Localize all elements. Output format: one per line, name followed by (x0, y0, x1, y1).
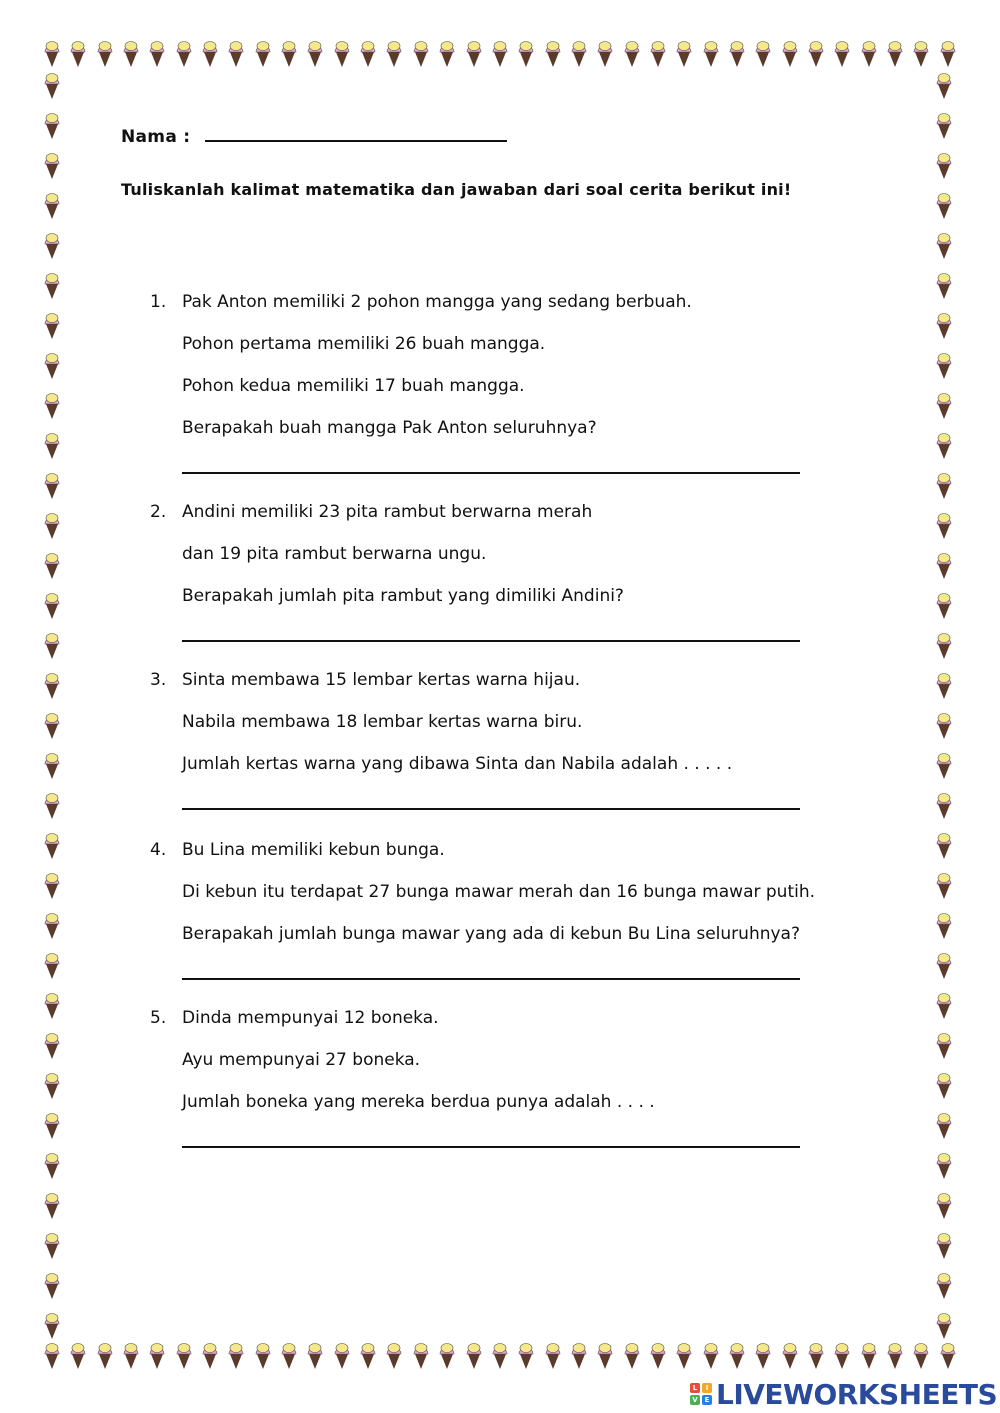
ice-cream-cone-icon (940, 40, 956, 68)
ice-cream-cone-icon (936, 472, 952, 500)
answer-line[interactable] (182, 978, 800, 980)
ice-cream-cone-icon (334, 1342, 350, 1370)
ice-cream-cone-icon (624, 1342, 640, 1370)
ice-cream-cone-icon (44, 1072, 60, 1100)
ice-cream-cone-icon (936, 912, 952, 940)
ice-cream-cone-icon (936, 192, 952, 220)
ice-cream-cone-icon (936, 672, 952, 700)
ice-cream-cone-icon (44, 40, 60, 68)
ice-cream-cone-icon (413, 1342, 429, 1370)
ice-cream-cone-icon (936, 72, 952, 100)
question-text-line: Pohon kedua memiliki 17 buah mangga. (182, 376, 525, 396)
ice-cream-cone-icon (360, 1342, 376, 1370)
ice-cream-cone-icon (44, 792, 60, 820)
ice-cream-cone-icon (439, 1342, 455, 1370)
answer-line[interactable] (182, 640, 800, 642)
ice-cream-cone-icon (729, 40, 745, 68)
ice-cream-cone-icon (44, 1272, 60, 1300)
ice-cream-cone-icon (149, 40, 165, 68)
ice-cream-cone-icon (936, 712, 952, 740)
ice-cream-cone-icon (228, 40, 244, 68)
answer-line[interactable] (182, 472, 800, 474)
liveworksheets-logo (690, 1377, 997, 1411)
question-number: 2. (150, 502, 167, 522)
ice-cream-cone-icon (936, 792, 952, 820)
ice-cream-cone-icon (70, 40, 86, 68)
ice-cream-cone-icon (44, 1112, 60, 1140)
ice-cream-cone-icon (861, 1342, 877, 1370)
ice-cream-cone-icon (70, 1342, 86, 1370)
ice-cream-cone-icon (936, 232, 952, 260)
ice-cream-cone-icon (44, 1152, 60, 1180)
logo-tile: E (702, 1395, 712, 1405)
question-text-line: Berapakah buah mangga Pak Anton seluruhnya? (182, 418, 597, 438)
ice-cream-cone-icon (936, 392, 952, 420)
question-number: 3. (150, 670, 167, 690)
ice-cream-cone-icon (44, 872, 60, 900)
ice-cream-cone-icon (202, 1342, 218, 1370)
ice-cream-cone-icon (936, 1312, 952, 1340)
ice-cream-cone-icon (44, 192, 60, 220)
ice-cream-cone-icon (755, 40, 771, 68)
ice-cream-cone-icon (545, 1342, 561, 1370)
ice-cream-cone-icon (386, 1342, 402, 1370)
ice-cream-cone-icon (44, 512, 60, 540)
question-text-line: Ayu mempunyai 27 boneka. (182, 1050, 421, 1070)
ice-cream-cone-icon (597, 1342, 613, 1370)
ice-cream-cone-icon (782, 1342, 798, 1370)
ice-cream-cone-icon (887, 1342, 903, 1370)
ice-cream-cone-icon (44, 832, 60, 860)
ice-cream-cone-icon (936, 632, 952, 660)
ice-cream-cone-icon (466, 1342, 482, 1370)
ice-cream-cone-icon (729, 1342, 745, 1370)
ice-cream-cone-icon (44, 1342, 60, 1370)
ice-cream-cone-icon (44, 992, 60, 1020)
question-number: 1. (150, 292, 167, 312)
border-top (44, 40, 956, 70)
ice-cream-cone-icon (936, 552, 952, 580)
ice-cream-cone-icon (44, 72, 60, 100)
border-bottom (44, 1342, 956, 1372)
ice-cream-cone-icon (913, 40, 929, 68)
question-text-line: Dinda mempunyai 12 boneka. (182, 1008, 439, 1028)
ice-cream-cone-icon (887, 40, 903, 68)
ice-cream-cone-icon (44, 352, 60, 380)
ice-cream-cone-icon (936, 1152, 952, 1180)
ice-cream-cone-icon (936, 1192, 952, 1220)
brand-logo-icon (690, 1383, 712, 1405)
ice-cream-cone-icon (44, 912, 60, 940)
ice-cream-cone-icon (571, 40, 587, 68)
ice-cream-cone-icon (413, 40, 429, 68)
ice-cream-cone-icon (782, 40, 798, 68)
question-text-line: Pohon pertama memiliki 26 buah mangga. (182, 334, 546, 354)
ice-cream-cone-icon (624, 40, 640, 68)
question-text-line: Jumlah boneka yang mereka berdua punya adalah . . . . (182, 1092, 655, 1112)
ice-cream-cone-icon (936, 872, 952, 900)
ice-cream-cone-icon (202, 40, 218, 68)
ice-cream-cone-icon (676, 40, 692, 68)
answer-line[interactable] (182, 808, 800, 810)
ice-cream-cone-icon (703, 40, 719, 68)
brand-text: LIVEWORKSHEETS (716, 1377, 998, 1411)
ice-cream-cone-icon (44, 1032, 60, 1060)
ice-cream-cone-icon (936, 1072, 952, 1100)
ice-cream-cone-icon (755, 1342, 771, 1370)
ice-cream-cone-icon (936, 432, 952, 460)
ice-cream-cone-icon (44, 1192, 60, 1220)
ice-cream-cone-icon (123, 1342, 139, 1370)
question-number: 4. (150, 840, 167, 860)
ice-cream-cone-icon (44, 472, 60, 500)
ice-cream-cone-icon (940, 1342, 956, 1370)
ice-cream-cone-icon (44, 392, 60, 420)
ice-cream-cone-icon (808, 1342, 824, 1370)
ice-cream-cone-icon (44, 592, 60, 620)
question-number: 5. (150, 1008, 167, 1028)
ice-cream-cone-icon (650, 40, 666, 68)
ice-cream-cone-icon (936, 1112, 952, 1140)
ice-cream-cone-icon (518, 40, 534, 68)
ice-cream-cone-icon (44, 712, 60, 740)
ice-cream-cone-icon (44, 552, 60, 580)
ice-cream-cone-icon (307, 40, 323, 68)
ice-cream-cone-icon (281, 40, 297, 68)
ice-cream-cone-icon (936, 512, 952, 540)
ice-cream-cone-icon (936, 352, 952, 380)
ice-cream-cone-icon (228, 1342, 244, 1370)
ice-cream-cone-icon (936, 152, 952, 180)
question-text-line: Sinta membawa 15 lembar kertas warna hijau. (182, 670, 581, 690)
border-right (936, 72, 956, 1340)
question-text-line: Bu Lina memiliki kebun bunga. (182, 840, 445, 860)
ice-cream-cone-icon (936, 992, 952, 1020)
ice-cream-cone-icon (545, 40, 561, 68)
ice-cream-cone-icon (307, 1342, 323, 1370)
border-left (44, 72, 64, 1340)
ice-cream-cone-icon (834, 40, 850, 68)
ice-cream-cone-icon (834, 1342, 850, 1370)
ice-cream-cone-icon (936, 952, 952, 980)
logo-tile: V (690, 1395, 700, 1405)
ice-cream-cone-icon (281, 1342, 297, 1370)
name-field (121, 124, 507, 147)
name-label: Nama : (121, 127, 191, 147)
ice-cream-cone-icon (913, 1342, 929, 1370)
ice-cream-cone-icon (44, 672, 60, 700)
ice-cream-cone-icon (492, 1342, 508, 1370)
ice-cream-cone-icon (936, 752, 952, 780)
question-text-line: Berapakah jumlah pita rambut yang dimiliki Andini? (182, 586, 624, 606)
ice-cream-cone-icon (936, 312, 952, 340)
ice-cream-cone-icon (676, 1342, 692, 1370)
ice-cream-cone-icon (255, 40, 271, 68)
ice-cream-cone-icon (360, 40, 376, 68)
ice-cream-cone-icon (492, 40, 508, 68)
instruction-text: Tuliskanlah kalimat matematika dan jawaban dari soal cerita berikut ini! (121, 180, 792, 199)
ice-cream-cone-icon (176, 1342, 192, 1370)
ice-cream-cone-icon (44, 752, 60, 780)
ice-cream-cone-icon (97, 40, 113, 68)
ice-cream-cone-icon (703, 1342, 719, 1370)
name-input-line[interactable] (205, 124, 507, 142)
ice-cream-cone-icon (44, 1312, 60, 1340)
ice-cream-cone-icon (650, 1342, 666, 1370)
question-text-line: Andini memiliki 23 pita rambut berwarna merah (182, 502, 593, 522)
ice-cream-cone-icon (123, 40, 139, 68)
ice-cream-cone-icon (44, 1232, 60, 1260)
answer-line[interactable] (182, 1146, 800, 1148)
ice-cream-cone-icon (44, 312, 60, 340)
ice-cream-cone-icon (44, 232, 60, 260)
logo-tile: I (702, 1383, 712, 1393)
logo-tile: L (690, 1383, 700, 1393)
ice-cream-cone-icon (597, 40, 613, 68)
ice-cream-cone-icon (861, 40, 877, 68)
ice-cream-cone-icon (936, 1232, 952, 1260)
ice-cream-cone-icon (936, 1032, 952, 1060)
ice-cream-cone-icon (936, 592, 952, 620)
ice-cream-cone-icon (936, 1272, 952, 1300)
ice-cream-cone-icon (518, 1342, 534, 1370)
ice-cream-cone-icon (936, 832, 952, 860)
ice-cream-cone-icon (176, 40, 192, 68)
question-text-line: Pak Anton memiliki 2 pohon mangga yang sedang berbuah. (182, 292, 692, 312)
question-text-line: Jumlah kertas warna yang dibawa Sinta dan Nabila adalah . . . . . (182, 754, 733, 774)
ice-cream-cone-icon (808, 40, 824, 68)
ice-cream-cone-icon (44, 952, 60, 980)
ice-cream-cone-icon (334, 40, 350, 68)
ice-cream-cone-icon (44, 432, 60, 460)
question-text-line: Berapakah jumlah bunga mawar yang ada di kebun Bu Lina seluruhnya? (182, 924, 800, 944)
ice-cream-cone-icon (255, 1342, 271, 1370)
ice-cream-cone-icon (466, 40, 482, 68)
question-text-line: dan 19 pita rambut berwarna ungu. (182, 544, 487, 564)
question-text-line: Di kebun itu terdapat 27 bunga mawar merah dan 16 bunga mawar putih. (182, 882, 816, 902)
ice-cream-cone-icon (149, 1342, 165, 1370)
ice-cream-cone-icon (386, 40, 402, 68)
ice-cream-cone-icon (936, 112, 952, 140)
ice-cream-cone-icon (44, 112, 60, 140)
ice-cream-cone-icon (439, 40, 455, 68)
question-text-line: Nabila membawa 18 lembar kertas warna biru. (182, 712, 583, 732)
ice-cream-cone-icon (571, 1342, 587, 1370)
ice-cream-cone-icon (44, 272, 60, 300)
ice-cream-cone-icon (97, 1342, 113, 1370)
ice-cream-cone-icon (44, 152, 60, 180)
ice-cream-cone-icon (44, 632, 60, 660)
ice-cream-cone-icon (936, 272, 952, 300)
